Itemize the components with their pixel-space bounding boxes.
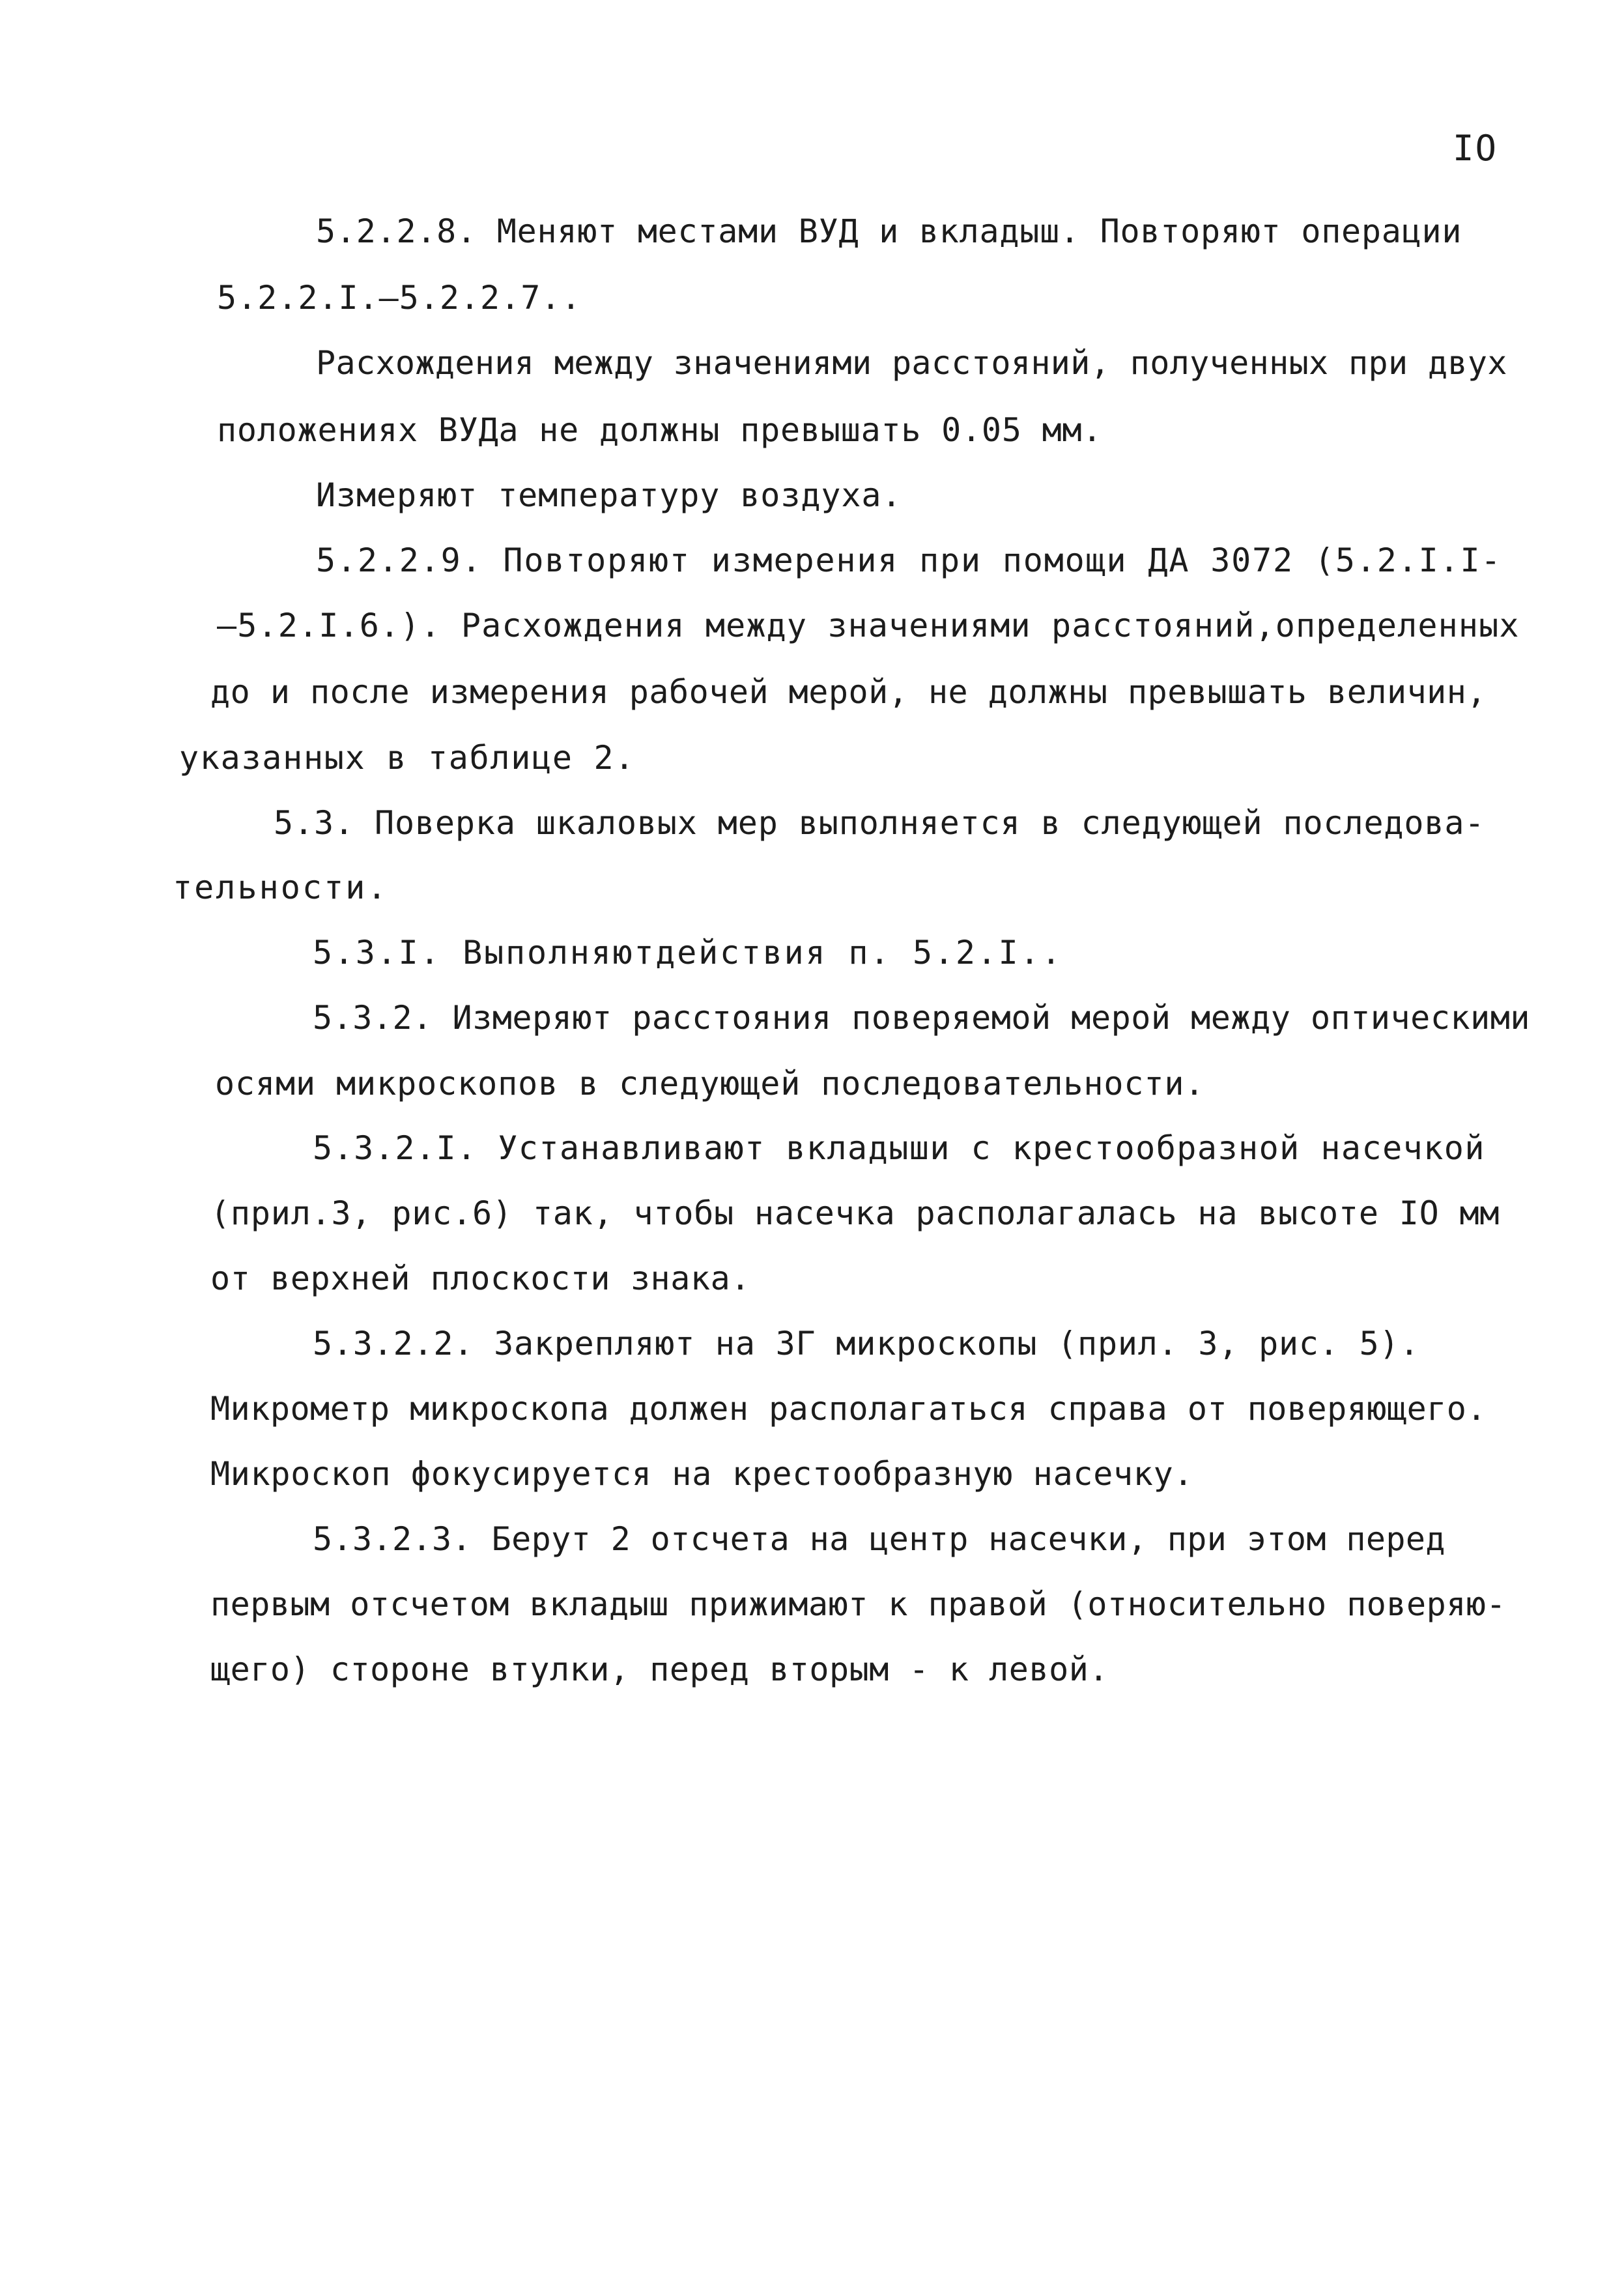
text-line: –5.2.I.6.). Расхождения между значениями расстояний,определенных xyxy=(217,607,1520,644)
text-line: Расхождения между значениями расстояний, полученных при двух xyxy=(316,344,1507,382)
text-line: указанных в таблице 2. xyxy=(179,739,636,777)
text-line: первым отсчетом вкладыш прижимают к правой (относительно поверяю- xyxy=(210,1585,1506,1623)
text-line: 5.2.2.8. Меняют местами ВУД и вкладыш. Повторяют операции xyxy=(316,212,1462,250)
text-line: 5.3.2.3. Берут 2 отсчета на центр насечки, при этом перед xyxy=(313,1520,1446,1558)
text-line: Измеряют температуру воздуха. xyxy=(316,476,902,514)
page-number: IO xyxy=(1453,128,1498,169)
text-line: 5.3. Поверка шкаловых мер выполняется в следующей последова- xyxy=(274,804,1485,842)
text-line: Микроскоп фокусируется на крестообразную насечку. xyxy=(210,1455,1194,1493)
text-line: 5.2.2.9. Повторяют измерения при помощи ДА 3072 (5.2.I.I- xyxy=(316,541,1502,579)
text-line: 5.3.2.2. Закрепляют на ЗГ микроскопы (прил. 3, рис. 5). xyxy=(313,1325,1420,1362)
text-line: до и после измерения рабочей мерой, не должны превышать величин, xyxy=(210,673,1487,711)
text-line: 5.3.2. Измеряют расстояния поверяемой мерой между оптическими xyxy=(313,999,1531,1037)
text-line: от верхней плоскости знака. xyxy=(210,1260,751,1297)
text-line: Микрометр микроскопа должен располагаться справа от поверяющего. xyxy=(210,1390,1487,1428)
text-line: 5.2.2.I.–5.2.2.7.. xyxy=(217,279,582,317)
text-line: осями микроскопов в следующей последовательности. xyxy=(215,1065,1205,1102)
text-line: щего) стороне втулки, перед вторым - к левой. xyxy=(210,1650,1109,1688)
text-line: тельности. xyxy=(173,869,389,906)
text-line: (прил.3, рис.6) так, чтобы насечка располагалась на высоте IO мм xyxy=(210,1194,1500,1232)
text-line: 5.3.I. Выполняютдействия п. 5.2.I.. xyxy=(313,934,1063,972)
text-line: положениях ВУДа не должны превышать 0.05 мм. xyxy=(217,411,1103,449)
text-line: 5.3.2.I. Устанавливают вкладыши с крестообразной насечкой xyxy=(313,1129,1485,1167)
